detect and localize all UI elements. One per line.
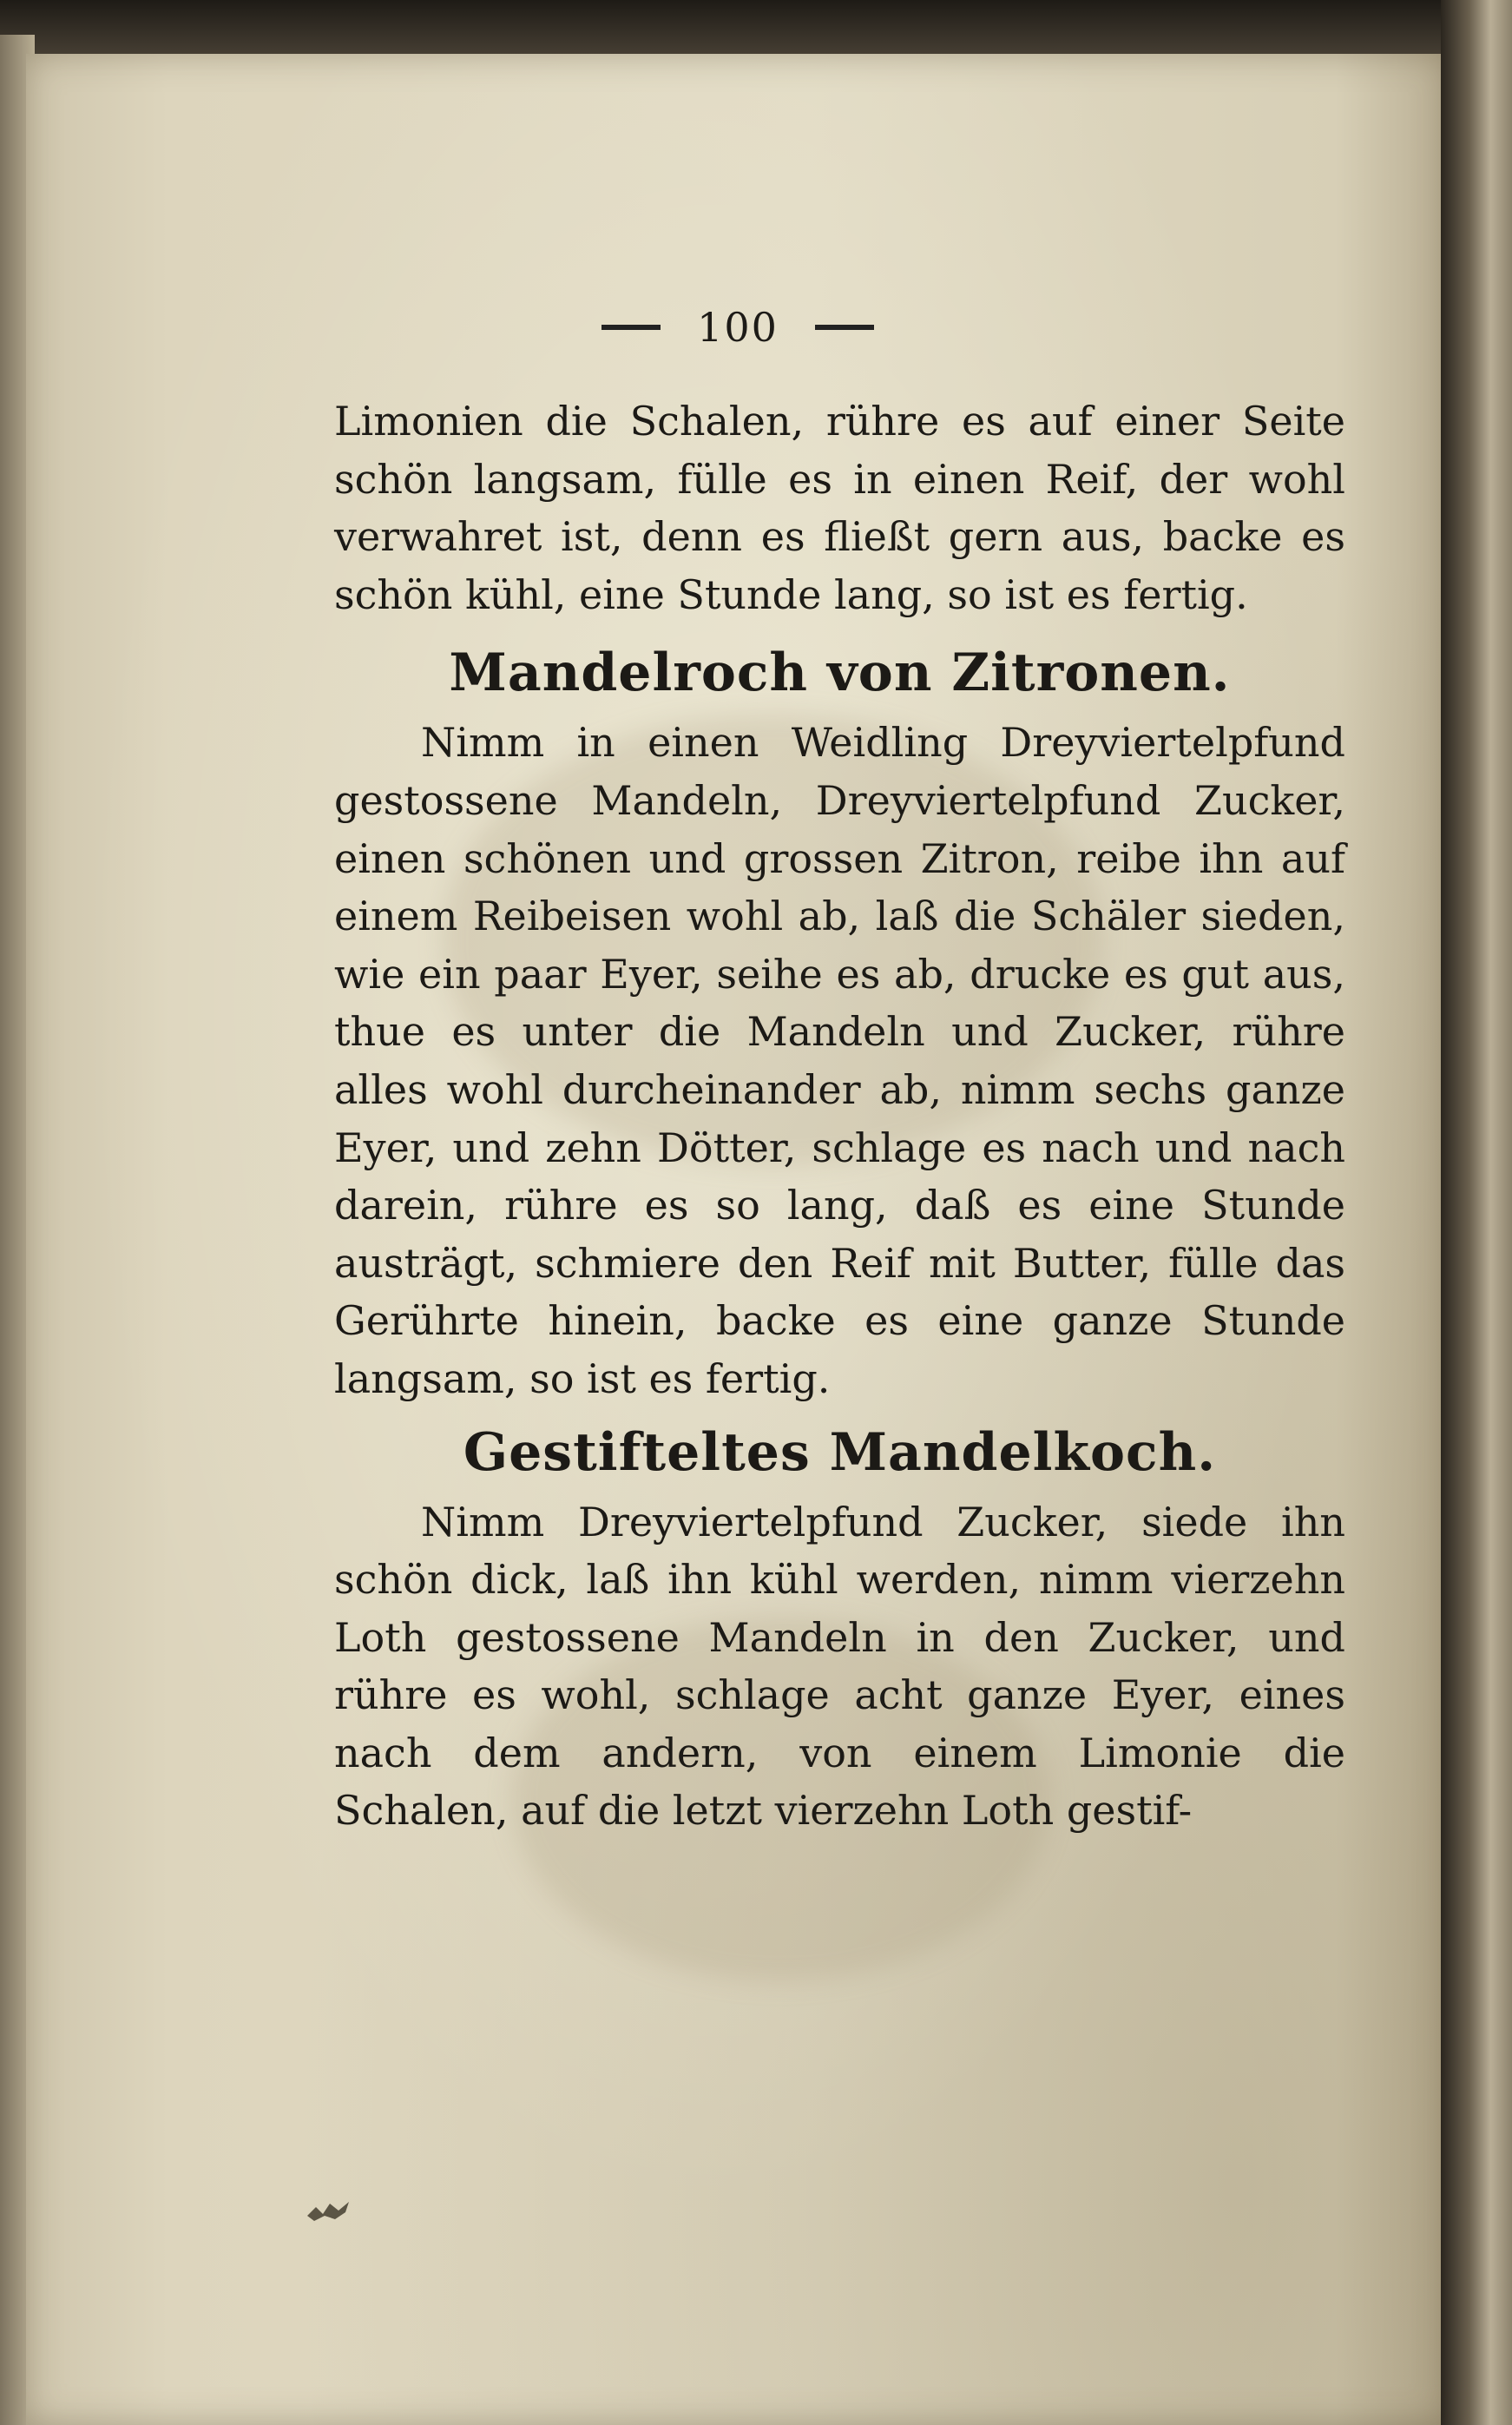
paragraph-continuation: Limonien die Schalen, rühre es auf einer Seite schön langsam, fülle es in einen Reif, der wohl verwahret ist, denn es fließt gern aus, backe es schön kühl, eine Stunde lang, so ist es fertig. bbox=[334, 398, 1345, 618]
recipe-heading-mandelkoch: Gestifteltes Mandelkoch. bbox=[463, 1421, 1217, 1483]
page-number: 100 bbox=[697, 304, 779, 351]
text-body bbox=[334, 392, 1345, 1840]
header-dash-right bbox=[815, 325, 874, 330]
ink-fleck bbox=[304, 2198, 354, 2223]
recipe-heading-mandelroch: Mandelroch von Zitronen. bbox=[449, 642, 1231, 704]
header-dash-left bbox=[602, 325, 661, 330]
paragraph-mandelkoch: Nimm Dreyviertelpfund Zucker, siede ihn schön dick, laß ihn kühl werden, nimm vierzehn Loth gestossene Mandeln in den Zucker, und rühre es wohl, schlage acht ganze Eyer, eines nach dem andern, von einem Limonie die Schalen, auf die letzt vierzehn Loth gestif- bbox=[334, 1498, 1345, 1835]
page-header bbox=[26, 301, 1450, 353]
book-spine bbox=[1441, 0, 1512, 2425]
book-page bbox=[26, 54, 1450, 2425]
scanner-background bbox=[0, 0, 1512, 61]
paragraph-mandelroch: Nimm in einen Weidling Dreyviertelpfund gestossene Mandeln, Dreyviertelpfund Zucker, einen schönen und grossen Zitron, reibe ihn auf einem Reibeisen wohl ab, laß die Schäler sieden, wie ein paar Eyer, seihe es ab, drucke es gut aus, thue es unter die Mandeln und Zucker, rühre alles wohl durcheinander ab, nimm sechs ganze Eyer, und zehn Dötter, schlage es nach und nach darein, rühre es so lang, daß es eine Stunde austrägt, schmiere den Reif mit Butter, fülle das Gerührte hinein, backe es eine ganze Stunde langsam, so ist es fertig. bbox=[334, 719, 1345, 1402]
